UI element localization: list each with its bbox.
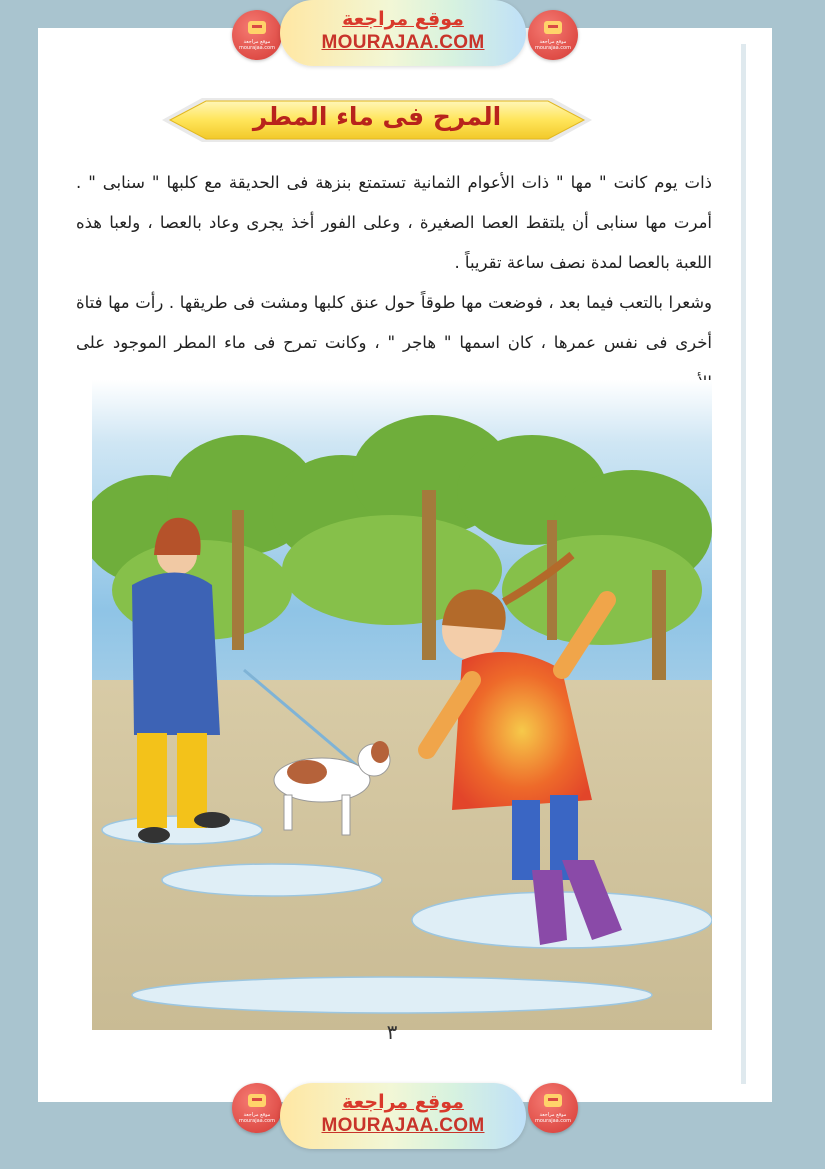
site-banner-bottom[interactable] bbox=[280, 1083, 526, 1149]
site-name-english[interactable]: MOURAJAA.COM bbox=[321, 1115, 485, 1136]
site-logo-badge-right-top bbox=[528, 10, 578, 60]
site-name-english[interactable]: MOURAJAA.COM bbox=[321, 32, 485, 53]
book-logo-icon bbox=[248, 1094, 266, 1107]
story-paragraph-2: وشعرا بالتعب فيما بعد ، فوضعت مها طوقاً حول عنق كلبها ومشت فى طريقها . رأت مها فتاة أخرى فى نفس عمرها ، كان اسمها " هاجر " ، وكانت تمرح فى ماء المطر الموجود على bbox=[76, 293, 712, 352]
book-logo-icon bbox=[544, 1094, 562, 1107]
badge-caption: موقع مراجعة mourajaa.com bbox=[534, 39, 571, 51]
page-number: ٣ bbox=[386, 1020, 398, 1044]
badge-caption: موقع مراجعة mourajaa.com bbox=[238, 39, 275, 51]
story-paragraph-1: ذات يوم كانت " مها " ذات الأعوام الثمانية تستمتع بنزهة فى الحديقة مع كلبها " سنابى " . أمرت مها سنابى أن يلتقط العصا الصغيرة ، وعلى الفور أخذ يجرى وعاد بالعصا ، ولعبا هذه اللعبة بالعصا لمدة نصف ساعة تقريباً . bbox=[76, 173, 712, 272]
story-illustration bbox=[92, 340, 712, 1030]
badge-caption: موقع مراجعة mourajaa.com bbox=[238, 1112, 275, 1124]
site-logo-badge-left-top bbox=[232, 10, 282, 60]
site-logo-badge-left-bottom bbox=[232, 1083, 282, 1133]
page-edge bbox=[741, 44, 746, 1084]
page-title: المرح فى ماء المطر bbox=[252, 102, 502, 131]
site-logo-badge-right-bottom bbox=[528, 1083, 578, 1133]
title-ribbon bbox=[162, 94, 592, 146]
site-name-arabic[interactable]: موقع مراجعة bbox=[342, 8, 464, 30]
site-banner-top[interactable] bbox=[280, 0, 526, 66]
badge-caption: موقع مراجعة mourajaa.com bbox=[534, 1112, 571, 1124]
book-logo-icon bbox=[544, 21, 562, 34]
book-logo-icon bbox=[248, 21, 266, 34]
site-name-arabic[interactable]: موقع مراجعة bbox=[342, 1091, 464, 1113]
